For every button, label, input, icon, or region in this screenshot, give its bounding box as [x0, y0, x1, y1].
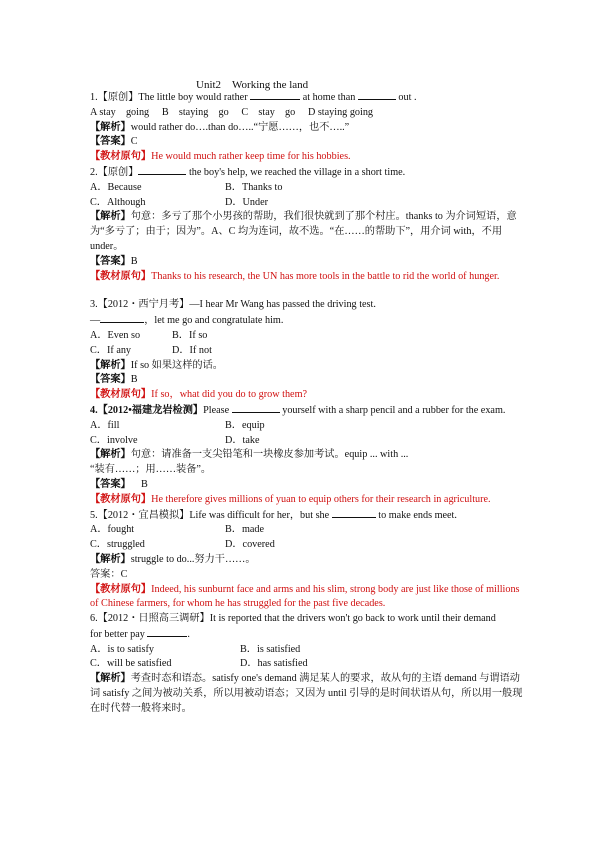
question-2-answer: 【答案】B	[90, 255, 138, 267]
question-6-options-row2: C．will be satisfied D．has satisfied	[90, 658, 308, 670]
question-5-source: 【教材原句】Indeed, his sunburnt face and arms and his slim, strong body are just like those of millions of Chinese farmers, for whom he has struggled for the past five decades.	[90, 583, 520, 610]
question-4-stem: 4.【2012•福建龙岩检测】Please yourself with a sharp pencil and a rubber for the exam.	[90, 404, 506, 416]
answer-blank	[358, 90, 396, 100]
question-6-stem: 6.【2012・日照高三调研】It is reported that the drivers won't go back to work until their demand	[90, 613, 496, 625]
question-6-analysis: 【解析】考查时态和语态。satisfy one's demand 满足某人的要求，故从句的主语 demand 与谓语动词 satisfy 之间为被动关系，所以用被动语态；又因为 until 引导的是时间状语从句，所以用一般现在时代替一般将来时。	[90, 673, 523, 714]
question-list	[90, 90, 530, 717]
answer-blank	[232, 403, 280, 413]
question-3-answer: 【答案】B	[90, 374, 138, 386]
question-2-analysis: 【解析】句意：多亏了那个小男孩的帮助，我们很快就到了那个村庄。thanks to 为介词短语，意为“多亏了；由于；因为”。A、C 均为连词，故不选。“在……的帮助下”，用介词 with，不用 under。	[90, 211, 517, 252]
question-5-options-row2: C．struggled D．covered	[90, 539, 275, 551]
answer-blank	[138, 165, 186, 175]
question-3-options-row2: C．If any D．If not	[90, 344, 212, 356]
question-4-analysis-line2: “装有……；用……装备”。	[90, 464, 212, 476]
question-1-stem: 1.【原创】The little boy would rather at home than out .	[90, 92, 417, 103]
question-4-options-row2: C．involve D．take	[90, 434, 260, 446]
question-3-source: 【教材原句】If so，what did you do to grow them?	[90, 389, 308, 401]
question-3-options-row1: A．Even so B．If so	[90, 329, 208, 341]
question-4-source: 【教材原句】He therefore gives millions of yuan to equip others for their research in agriculture.	[90, 493, 491, 505]
answer-blank	[250, 90, 300, 100]
spacer	[90, 284, 530, 298]
page-title: Unit2 Working the land	[196, 79, 309, 91]
question-4-answer: 【答案】 B	[90, 478, 148, 490]
question-3-stem-line2: — ，let me go and congratulate him.	[90, 315, 284, 327]
answer-blank	[147, 627, 187, 637]
question-1-analysis: 【解析】would rather do….than do…..“宁愿……，也不…..”	[90, 121, 350, 133]
answer-blank	[332, 508, 376, 518]
question-1-options: A stay going B staying go C stay go D staying going	[90, 106, 374, 118]
question-6-options-row1: A．is to satisfy B．is satisfied	[90, 643, 301, 655]
question-5-options-row1: A．fought B．made	[90, 524, 265, 536]
answer-blank	[100, 313, 144, 323]
question-4-analysis: 【解析】句意：请准备一支尖铅笔和一块橡皮参加考试。equip ... with ...	[90, 449, 409, 461]
question-2-source: 【教材原句】Thanks to his research, the UN has more tools in the battle to rid the world of hunger.	[90, 270, 500, 282]
question-1-source: 【教材原句】He would much rather keep time for his hobbies.	[90, 151, 351, 163]
question-2-options-row2: C．Although D．Under	[90, 196, 269, 208]
question-2-options-row1: A．Because B．Thanks to	[90, 181, 283, 193]
question-5-answer: 答案：C	[90, 568, 128, 580]
question-1-answer: 【答案】C	[90, 136, 138, 148]
question-5-stem: 5.【2012・宜昌模拟】Life was difficult for her，but she to make ends meet.	[90, 509, 457, 521]
question-3-analysis: 【解析】If so 如果这样的话。	[90, 359, 223, 371]
question-2-stem: 2.【原创】 the boy's help, we reached the village in a short time.	[90, 166, 406, 178]
question-6-stem-line2: for better pay .	[90, 628, 190, 640]
question-3-stem: 3.【2012・西宁月考】—I hear Mr Wang has passed the driving test.	[90, 299, 376, 311]
question-5-analysis: 【解析】struggle to do...努力干……。	[90, 553, 256, 565]
question-4-options-row1: A．fill B．equip	[90, 419, 265, 431]
